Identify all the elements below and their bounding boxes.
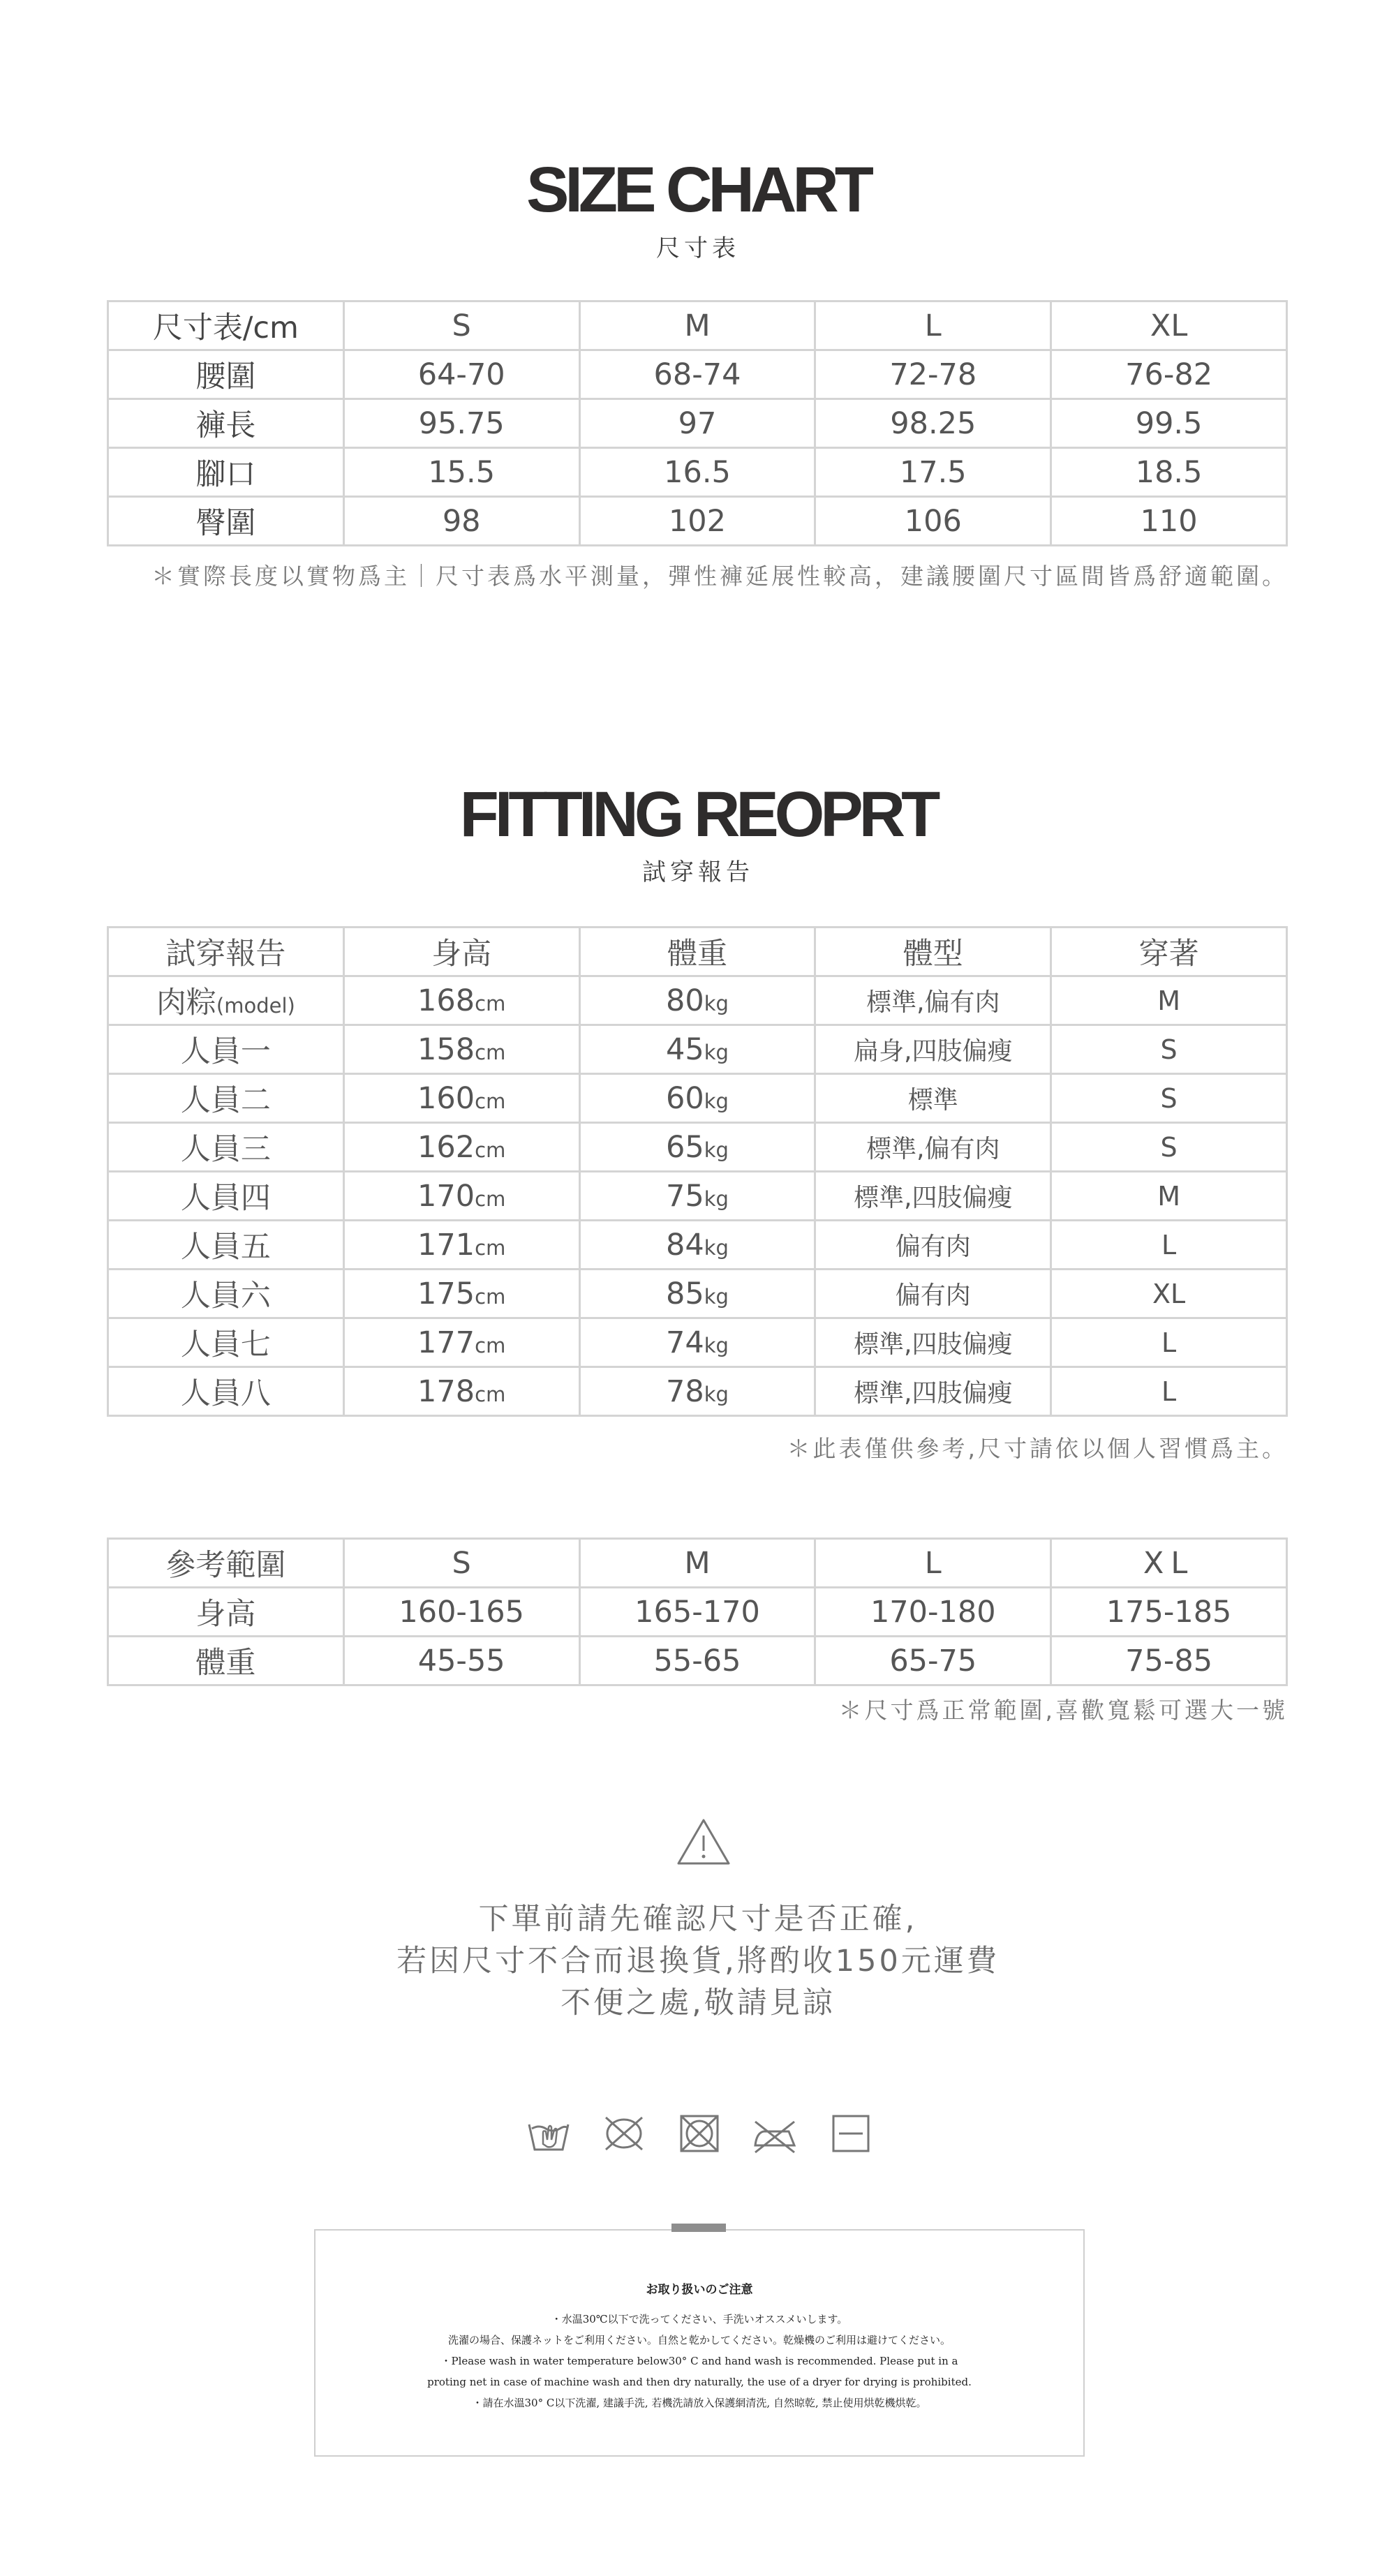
table-row <box>108 399 1287 448</box>
table-row <box>108 1367 1287 1416</box>
worn-size-cell: L <box>1051 1318 1287 1367</box>
care-box-tab <box>671 2224 726 2232</box>
worn-size-cell: M <box>1051 976 1287 1025</box>
table-cell: 72-78 <box>815 350 1051 399</box>
weight-cell <box>579 1123 815 1172</box>
weight-value: 75 <box>666 1178 704 1214</box>
body-type-cell: 扁身,四肢偏瘦 <box>815 1025 1051 1074</box>
header-cell: 試穿報告 <box>108 928 344 976</box>
height-value: 178 <box>417 1373 475 1409</box>
height-value: 160 <box>417 1080 475 1116</box>
body-type-cell: 偏有肉 <box>815 1221 1051 1270</box>
weight-unit: kg <box>704 1186 729 1211</box>
weight-cell <box>579 976 815 1025</box>
person-name: 人員三 <box>180 1132 271 1167</box>
care-info-line: 洗濯の場合、保護ネットをご利用ください。自然と乾かしてください。乾燥機のご利用は避けてください。 <box>447 2334 951 2346</box>
header-cell: M <box>579 1539 815 1588</box>
table-row <box>108 1270 1287 1318</box>
row-label <box>108 1123 344 1172</box>
weight-value: 45 <box>666 1032 704 1067</box>
header-cell: M <box>579 301 815 350</box>
height-unit: cm <box>475 1138 506 1162</box>
weight-value: 60 <box>666 1080 704 1116</box>
row-label <box>108 1172 344 1221</box>
table-cell: 175-185 <box>1051 1588 1287 1637</box>
height-cell <box>343 1367 579 1416</box>
row-label: 褲長 <box>108 399 344 448</box>
weight-value: 85 <box>666 1276 704 1311</box>
person-name: 人員八 <box>180 1376 271 1411</box>
height-cell <box>343 1123 579 1172</box>
table-row <box>108 497 1287 546</box>
weight-unit: kg <box>704 991 729 1015</box>
person-name: 人員一 <box>180 1034 271 1069</box>
height-unit: cm <box>475 1333 506 1357</box>
height-cell <box>343 1172 579 1221</box>
table-cell: 75-85 <box>1051 1637 1287 1685</box>
table-row <box>108 1025 1287 1074</box>
height-value: 177 <box>417 1325 475 1360</box>
table-row <box>108 1123 1287 1172</box>
worn-size-cell: L <box>1051 1367 1287 1416</box>
care-info-line: ・水温30℃以下で洗ってください、手洗いオススメいします。 <box>551 2313 848 2325</box>
weight-cell <box>579 1318 815 1367</box>
weight-unit: kg <box>704 1235 729 1260</box>
height-cell <box>343 1318 579 1367</box>
row-label: 臀圍 <box>108 497 344 546</box>
header-cell: 參考範圍 <box>108 1539 344 1588</box>
fitting-report-table <box>107 926 1288 1417</box>
flat-dry-icon <box>826 2112 874 2155</box>
worn-size-cell: XL <box>1051 1270 1287 1318</box>
body-type-cell: 標準,四肢偏瘦 <box>815 1172 1051 1221</box>
reference-note: ＊尺寸爲正常範圍,喜歡寬鬆可選大一號 <box>838 1697 1288 1724</box>
size-chart-subtitle: 尺寸表 <box>656 234 740 262</box>
weight-cell <box>579 1270 815 1318</box>
table-cell: 65-75 <box>815 1637 1051 1685</box>
row-label <box>108 976 344 1025</box>
care-info-lines <box>315 2309 1083 2413</box>
height-value: 162 <box>417 1129 475 1165</box>
header-cell: 體型 <box>815 928 1051 976</box>
person-name: 人員六 <box>180 1279 271 1313</box>
table-cell: 170-180 <box>815 1588 1051 1637</box>
table-row <box>108 1318 1287 1367</box>
care-info-line: proting net in case of machine wash and then dry naturally, the use of a dryer for drying is prohibited. <box>427 2376 972 2388</box>
table-cell: 17.5 <box>815 448 1051 497</box>
warning-line-1: 下單前請先確認尺寸是否正確, <box>478 1902 918 1937</box>
table-row <box>108 1172 1287 1221</box>
table-cell: 15.5 <box>343 448 579 497</box>
body-type-cell: 標準,偏有肉 <box>815 976 1051 1025</box>
fitting-report-note: ＊此表僅供參考,尺寸請依以個人習慣爲主。 <box>787 1435 1288 1462</box>
worn-size-cell: S <box>1051 1074 1287 1123</box>
worn-size-cell: S <box>1051 1025 1287 1074</box>
table-cell: 98 <box>343 497 579 546</box>
row-label: 腰圍 <box>108 350 344 399</box>
weight-unit: kg <box>704 1382 729 1406</box>
table-cell: 106 <box>815 497 1051 546</box>
table-cell: 95.75 <box>343 399 579 448</box>
weight-value: 84 <box>666 1227 704 1263</box>
person-name: 人員五 <box>180 1230 271 1265</box>
reference-range-table <box>107 1538 1288 1686</box>
header-cell: XL <box>1051 1539 1287 1588</box>
weight-cell <box>579 1221 815 1270</box>
weight-cell <box>579 1074 815 1123</box>
worn-size-cell: S <box>1051 1123 1287 1172</box>
weight-unit: kg <box>704 1138 729 1162</box>
height-value: 168 <box>417 983 475 1018</box>
height-unit: cm <box>475 1186 506 1211</box>
model-label: (model) <box>216 994 295 1018</box>
person-name: 人員七 <box>180 1327 271 1362</box>
no-bleach-icon <box>600 2112 648 2155</box>
height-unit: cm <box>475 1382 506 1406</box>
table-cell: 76-82 <box>1051 350 1287 399</box>
table-header-row <box>108 301 1287 350</box>
height-value: 171 <box>417 1227 475 1263</box>
height-unit: cm <box>475 1235 506 1260</box>
height-cell <box>343 976 579 1025</box>
body-type-cell: 標準,四肢偏瘦 <box>815 1318 1051 1367</box>
table-row <box>108 448 1287 497</box>
header-cell: 體重 <box>579 928 815 976</box>
worn-size-cell: M <box>1051 1172 1287 1221</box>
body-type-cell: 偏有肉 <box>815 1270 1051 1318</box>
row-label <box>108 1270 344 1318</box>
person-name: 人員四 <box>180 1181 271 1216</box>
warning-line-3: 不便之處,敬請見諒 <box>560 1986 836 2020</box>
body-type-cell: 標準,偏有肉 <box>815 1123 1051 1172</box>
table-row <box>108 350 1287 399</box>
height-unit: cm <box>475 991 506 1015</box>
table-header-row <box>108 928 1287 976</box>
header-cell: 尺寸表/cm <box>108 301 344 350</box>
table-row <box>108 1588 1287 1637</box>
header-cell: 身高 <box>343 928 579 976</box>
height-cell <box>343 1221 579 1270</box>
table-cell: 160-165 <box>343 1588 579 1637</box>
height-cell <box>343 1270 579 1318</box>
fitting-report-title: FITTING REOPRT <box>459 779 937 850</box>
person-name: 肉粽 <box>156 985 216 1020</box>
weight-cell <box>579 1025 815 1074</box>
table-row <box>108 1221 1287 1270</box>
weight-cell <box>579 1367 815 1416</box>
table-cell: 64-70 <box>343 350 579 399</box>
header-cell: L <box>815 1539 1051 1588</box>
warning-line-2: 若因尺寸不合而退換貨,將酌收150元運費 <box>396 1944 1000 1979</box>
weight-value: 74 <box>666 1325 704 1360</box>
table-cell: 18.5 <box>1051 448 1287 497</box>
size-chart-title: SIZE CHART <box>526 154 870 225</box>
table-cell: 55-65 <box>579 1637 815 1685</box>
header-cell: 穿著 <box>1051 928 1287 976</box>
row-label: 體重 <box>108 1637 344 1685</box>
weight-unit: kg <box>704 1333 729 1357</box>
warning-triangle-icon <box>676 1817 732 1866</box>
care-info-line: ・請在水溫30° C以下洗濯, 建議手洗, 若機洗請放入保護網清洗, 自然晾乾, 禁止使用烘乾機烘乾。 <box>472 2397 927 2409</box>
weight-value: 78 <box>666 1373 704 1409</box>
height-unit: cm <box>475 1284 506 1309</box>
header-cell: S <box>343 301 579 350</box>
weight-cell <box>579 1172 815 1221</box>
care-info-box <box>314 2229 1085 2457</box>
weight-value: 65 <box>666 1129 704 1165</box>
row-label: 腳口 <box>108 448 344 497</box>
table-cell: 68-74 <box>579 350 815 399</box>
header-cell: XL <box>1051 301 1287 350</box>
row-label <box>108 1221 344 1270</box>
fitting-report-subtitle: 試穿報告 <box>642 858 754 886</box>
height-unit: cm <box>475 1040 506 1064</box>
table-cell: 99.5 <box>1051 399 1287 448</box>
weight-value: 80 <box>666 983 704 1018</box>
row-label <box>108 1318 344 1367</box>
table-row <box>108 976 1287 1025</box>
height-value: 175 <box>417 1276 475 1311</box>
person-name: 人員二 <box>180 1083 271 1118</box>
table-cell: 110 <box>1051 497 1287 546</box>
table-header-row <box>108 1539 1287 1588</box>
size-chart-note: ＊實際長度以實物爲主｜尺寸表爲水平測量，彈性褲延展性較高，建議腰圍尺寸區間皆爲舒適範圍。 <box>151 563 1288 590</box>
height-cell <box>343 1074 579 1123</box>
row-label <box>108 1074 344 1123</box>
table-cell: 45-55 <box>343 1637 579 1685</box>
height-cell <box>343 1025 579 1074</box>
body-type-cell: 標準 <box>815 1074 1051 1123</box>
height-value: 158 <box>417 1032 475 1067</box>
table-row <box>108 1074 1287 1123</box>
weight-unit: kg <box>704 1089 729 1113</box>
no-iron-icon <box>751 2112 799 2155</box>
header-cell: S <box>343 1539 579 1588</box>
care-info-title: お取り扱いのご注意 <box>646 2283 753 2297</box>
care-info-line: ・Please wash in water temperature below30° C and hand wash is recommended. Please put in a <box>440 2355 958 2367</box>
body-type-cell: 標準,四肢偏瘦 <box>815 1367 1051 1416</box>
height-value: 170 <box>417 1178 475 1214</box>
no-tumble-dry-icon <box>676 2112 723 2155</box>
table-cell: 102 <box>579 497 815 546</box>
table-cell: 16.5 <box>579 448 815 497</box>
size-chart-table <box>107 300 1288 546</box>
table-cell: 97 <box>579 399 815 448</box>
weight-unit: kg <box>704 1284 729 1309</box>
weight-unit: kg <box>704 1040 729 1064</box>
height-unit: cm <box>475 1089 506 1113</box>
row-label <box>108 1367 344 1416</box>
row-label <box>108 1025 344 1074</box>
table-row <box>108 1637 1287 1685</box>
header-cell: L <box>815 301 1051 350</box>
table-cell: 98.25 <box>815 399 1051 448</box>
row-label: 身高 <box>108 1588 344 1637</box>
table-cell: 165-170 <box>579 1588 815 1637</box>
hand-wash-icon <box>525 2112 572 2155</box>
fitting-report-body <box>108 976 1287 1416</box>
care-icons-row <box>525 2109 874 2158</box>
worn-size-cell: L <box>1051 1221 1287 1270</box>
